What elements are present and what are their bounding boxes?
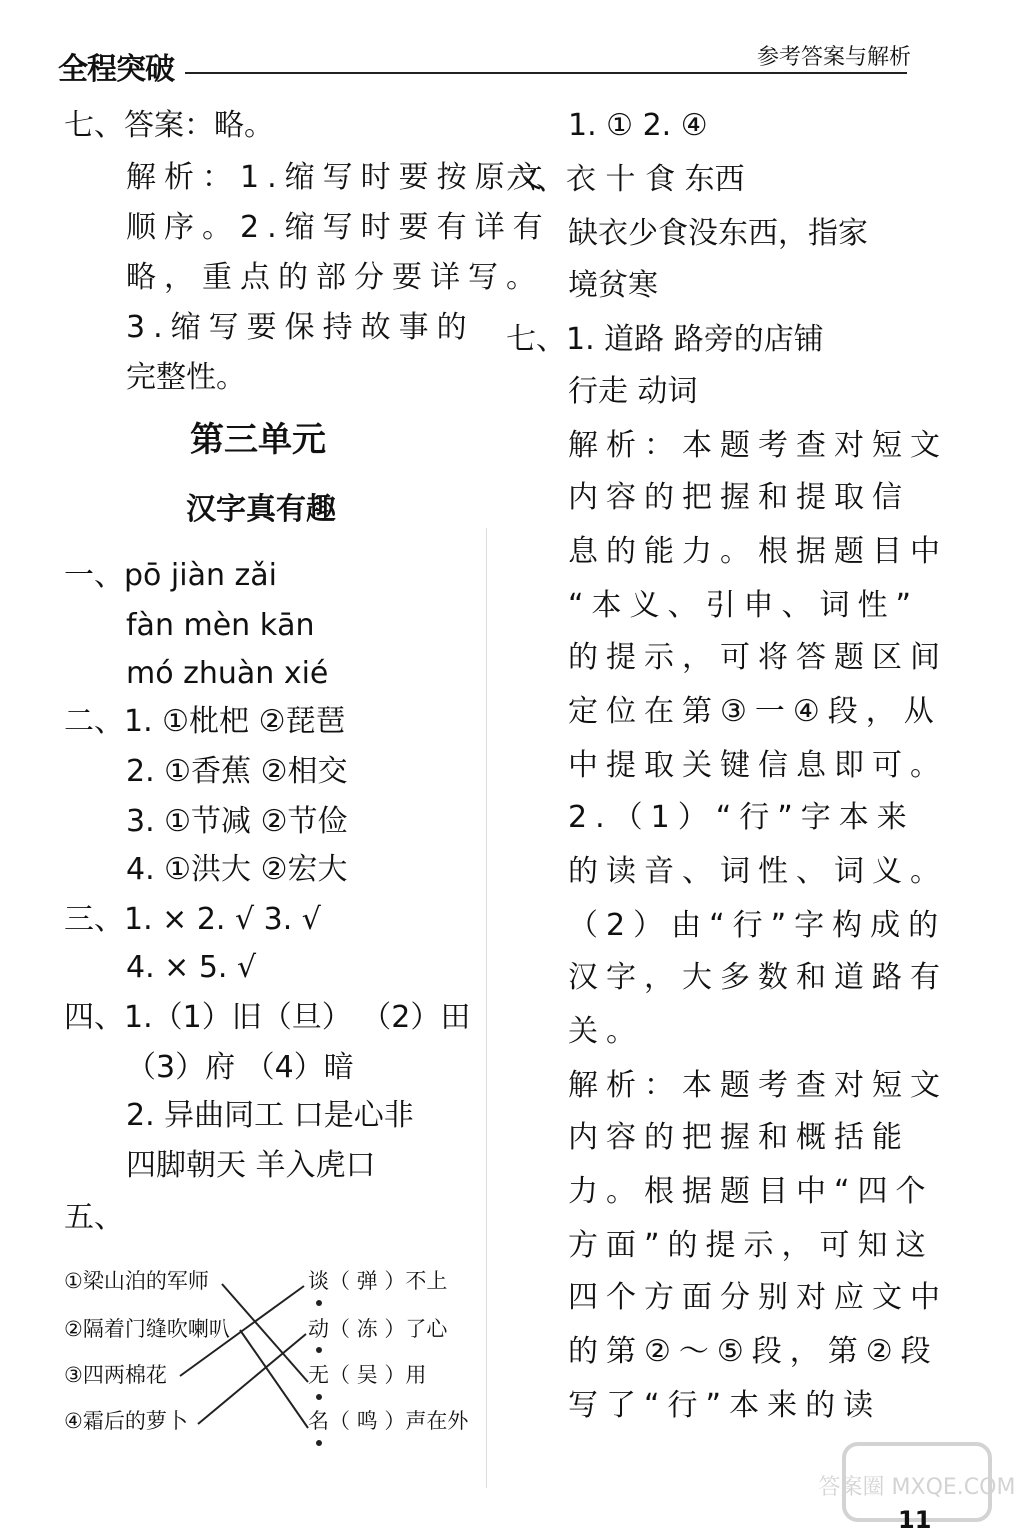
q2-line-2: 2. ①香蕉 ②相交 — [126, 754, 348, 789]
unit-title: 第三单元 — [190, 420, 326, 460]
right-line-13: 中提取关键信息即可。 — [568, 748, 948, 783]
right-line-1: 1. ① 2. ④ — [568, 108, 708, 143]
column-divider — [486, 528, 487, 1488]
right-line-7: 解析：本题考查对短文 — [568, 428, 948, 463]
match-left-3: ③四两棉花 — [64, 1363, 167, 1387]
q2-line-1: 二、1. ①枇杷 ②琵琶 — [64, 704, 346, 739]
watermark-text: 答案圈 MXQE.COM — [818, 1475, 1016, 1500]
match-right-2: 动（ 冻 ）了心 — [308, 1317, 448, 1341]
right-line-3: 缺衣少食没东西，指家 — [568, 216, 868, 251]
right-line-15: 的读音、词性、词义。 — [568, 854, 948, 889]
q1-line-1: 一、pō jiàn zǎi — [64, 558, 278, 593]
match-left-2: ②隔着门缝吹喇叭 — [64, 1317, 230, 1341]
right-line-19: 解析：本题考查对短文 — [568, 1068, 948, 1103]
match-left-4: ④霜后的萝卜 — [64, 1409, 188, 1433]
q3-line-1: 三、1. × 2. √ 3. √ — [64, 902, 321, 937]
match-left-1: ①梁山泊的军师 — [64, 1269, 209, 1293]
right-line-18: 关。 — [568, 1014, 644, 1049]
right-line-12: 定位在第③一④段，从 — [568, 694, 942, 729]
right-line-25: 写了“行”本来的读 — [568, 1388, 882, 1423]
right-line-24: 的第②～⑤段，第②段 — [568, 1334, 939, 1369]
right-line-4: 境贫寒 — [568, 268, 658, 303]
right-line-10: “本义、引申、词性” — [568, 588, 920, 623]
right-line-23: 四个方面分别对应文中 — [568, 1280, 948, 1315]
match-right-4: 名（ 鸣 ）声在外 — [308, 1409, 469, 1433]
q4-line-3: 2. 异曲同工 口是心非 — [126, 1098, 414, 1133]
left-line-4: 略，重点的部分要详写。 — [126, 260, 544, 295]
right-line-16: （2）由“行”字构成的 — [568, 908, 947, 943]
left-line-5: 3.缩写要保持故事的 — [126, 310, 475, 345]
q1-line-3: mó zhuàn xié — [126, 656, 329, 691]
right-line-11: 的提示，可将答题区间 — [568, 640, 948, 675]
q2-line-3: 3. ①节减 ②节俭 — [126, 804, 348, 839]
right-line-8: 内容的把握和提取信 — [568, 480, 910, 515]
match-right-3: 无（ 吴 ）用 — [308, 1363, 427, 1387]
left-line-6: 完整性。 — [126, 360, 246, 395]
q4-line-4: 四脚朝天 羊入虎口 — [126, 1148, 376, 1183]
q4-line-1: 四、1.（1）旧（旦） （2）田 — [64, 1000, 471, 1035]
q1-line-2: fàn mèn kān — [126, 608, 315, 643]
right-line-14: 2.（1）“行”字本来 — [568, 800, 915, 835]
left-line-2: 解析：1.缩写时要按原文 — [126, 160, 551, 195]
right-line-17: 汉字，大多数和道路有 — [568, 960, 948, 995]
q5-label: 五、 — [64, 1200, 124, 1235]
match-line-3 — [180, 1286, 304, 1376]
right-line-5: 七、1. 道路 路旁的店铺 — [506, 322, 824, 357]
right-line-20: 内容的把握和概括能 — [568, 1120, 910, 1155]
right-line-6: 行走 动词 — [568, 374, 698, 409]
q3-line-2: 4. × 5. √ — [126, 950, 257, 985]
match-right-1: 谈（ 弹 ）不上 — [308, 1269, 448, 1293]
right-line-9: 息的能力。根据题目中 — [568, 534, 948, 569]
right-line-22: 方面”的提示，可知这 — [568, 1228, 934, 1263]
lesson-title: 汉字真有趣 — [186, 492, 336, 527]
q4-line-2: （3）府 （4）暗 — [126, 1050, 354, 1085]
q2-line-4: 4. ①洪大 ②宏大 — [126, 852, 348, 887]
brand-logo: 全程突破 — [58, 52, 174, 87]
header-section-title: 参考答案与解析 — [756, 45, 911, 70]
right-line-21: 力。根据题目中“四个 — [568, 1174, 934, 1209]
right-line-2: 六、衣 十 食 东西 — [506, 162, 745, 197]
left-line-1: 七、答案：略。 — [64, 108, 274, 143]
page-number: 11 — [898, 1506, 932, 1534]
left-line-3: 顺序。2.缩写时要有详有 — [126, 210, 551, 245]
